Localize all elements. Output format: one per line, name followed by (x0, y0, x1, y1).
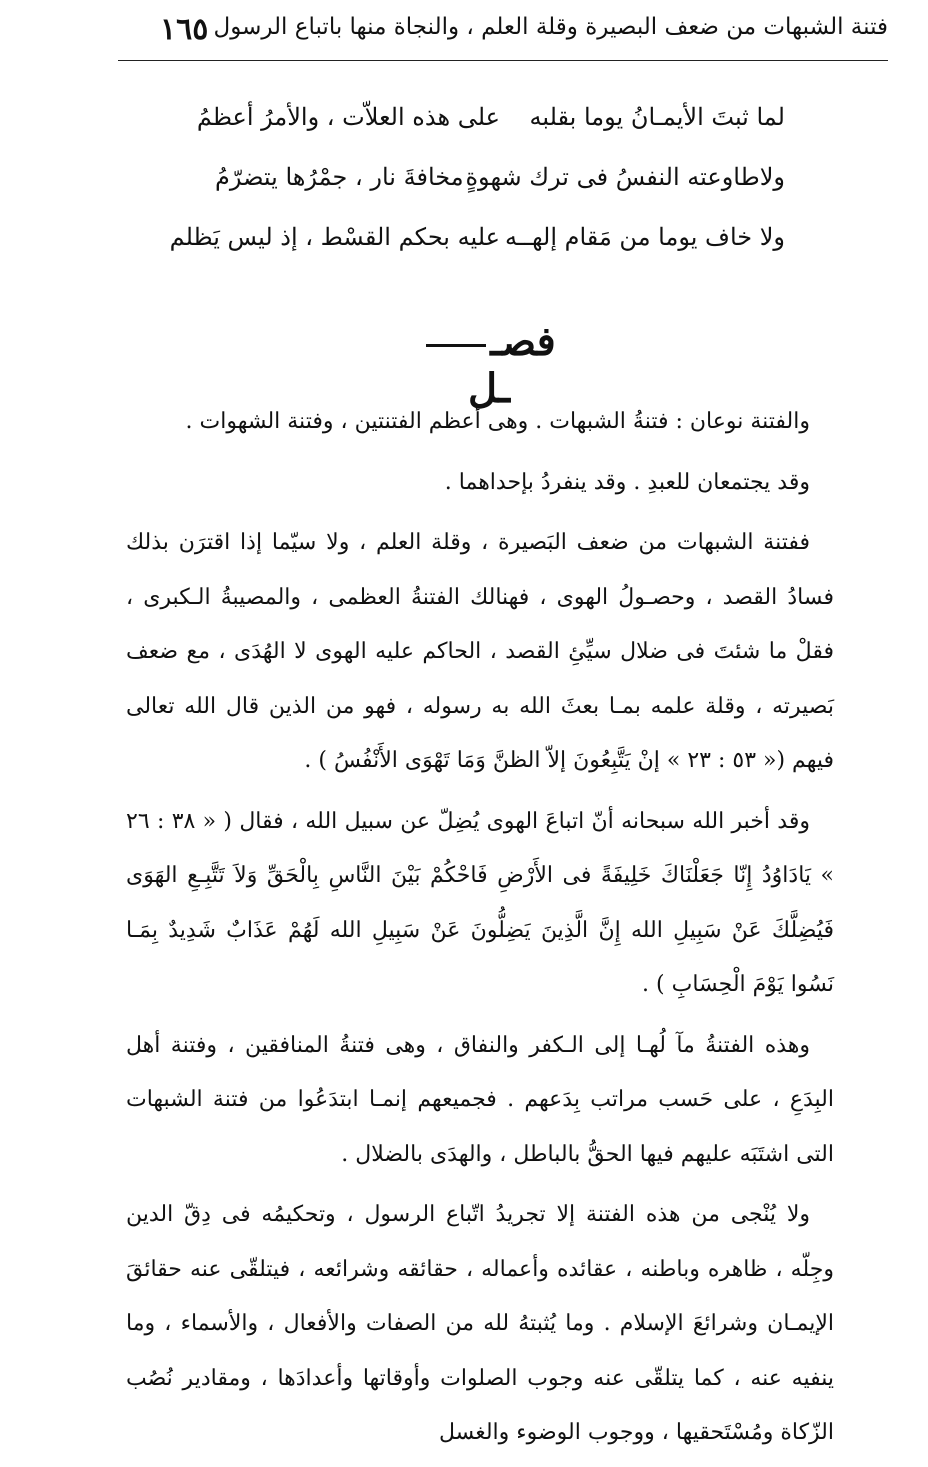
paragraph: وهذه الفتنةُ مآ لُهـا إلى الـكفر والنفاق ، وهى فتنةُ المنافقين ، وفتنة أهل البِدَعِ ، على حَسب مراتب بِدَعهم . فجميعهم إنمـا ابتدَعُوا من فتنة الشبهات التى اشتَبَه عليهم فيها الحقُّ بالباطل ، والهدَى بالضلال . (126, 1032, 834, 1167)
verse-second-hemistich: مخافةَ نار ، جمْرُها يتضرّمُ (215, 163, 464, 191)
verse (215, 155, 785, 215)
verse-first-hemistich: لما ثبتَ الأيمـانُ يوما بقلبه (529, 103, 785, 131)
paragraph: وقد أخبر الله سبحانه أنّ اتباعَ الهوى يُضِلّ عن سبيل الله ، فقال ( « ٣٨ : ٢٦ » يَادَاوُدُ إِنّا جَعَلْنَاكَ خَلِيفَةً فى الأَرْضِ فَاحْكُمْ بَيْنَ النَّاسِ بِالْحَقِّ وَلاَ تَتَّبِـعِ الهَوَى فَيُضِلَّكَ عَنْ سَبِيلِ الله إِنَّ الَّذِينَ يَضِلُّونَ عَنْ سَبِيلِ الله لَهُمْ عَذَابٌ شَدِيدٌ بِمَـا نَسُوا يَوْمَ الْحِسَابِ ) . (126, 808, 834, 997)
verse-first-hemistich: ولا خاف يوما من مَقام إلهــه (505, 223, 785, 251)
header-rule (118, 60, 888, 61)
heading-elongation (426, 344, 486, 347)
paragraph: ففتنة الشبهات من ضعف البَصيرة ، وقلة العلم ، ولا سيّما إذا اقترَن بذلك فسادُ القصد ، وحصـولُ الهوى ، فهنالك الفتنةُ العظمى ، والمصيبةُ الـكبرى ، فقلْ ما شئتَ فى ضلال سيِّئِ القصد ، الحاكم عليه الهوى لا الهُدَى ، مع ضعف بَصيرته ، وقلة علمه بمـا بعثَ الله به رسوله ، فهو من الذين قال الله تعالى فيهم (« ٥٣ : ٢٣ » إنْ يَتَّبِعُونَ إلاّ الظنَّ وَمَا تَهْوَى الأَنْفُسُ ) . (126, 530, 834, 773)
paragraph: ولا يُنْجى من هذه الفتنة إلا تجريدُ اتّباع الرسول ، وتحكيمُه فى دِقّ الدين وجِلّه ، ظاهره وباطنه ، عقائده وأعماله ، حقائقه وشرائعه ، فيتلقّى عنه حقائقَ الإيمـان وشرائعَ الإسلام . وما يُثبتهُ لله من الصفات والأفعال ، والأسماء ، وما ينفيه عنه ، كما يتلقّى عنه وجوب الصلوات وأوقاتها وأعدادَها ، ومقادير نُصُب الزّكاة ومُسْتَحقيها ، ووجوب الوضوء والغسل (126, 1202, 834, 1445)
verse (169, 215, 785, 275)
running-header (118, 10, 888, 56)
poem (169, 95, 785, 275)
section-heading-start: فصـ (490, 318, 556, 365)
page-number: ١٦٥ (160, 12, 209, 47)
verse-second-hemistich: عليه بحكم القسْط ، إذ ليس يَظلم (169, 223, 500, 251)
verse (196, 95, 785, 155)
section-heading-end: ـل (467, 365, 510, 412)
body-text (126, 395, 834, 1467)
verse-first-hemistich: ولاطاوعته النفسُ فى ترك شهوةٍ (465, 163, 785, 191)
paragraph: وقد يجتمعان للعبدِ . وقد ينفردُ بإحداهما . (444, 469, 810, 495)
paragraph: والفتنة نوعان : فتنةُ الشبهات . وهى أعظم الفتنتين ، وفتنة الشهوات . (185, 409, 810, 434)
header-title: فتنة الشبهات من ضعف البصيرة وقلة العلم ، والنجاة منها باتباع الرسول (213, 14, 888, 40)
verse-second-hemistich: على هذه العلاّت ، والأمرُ أعظمُ (196, 103, 500, 131)
